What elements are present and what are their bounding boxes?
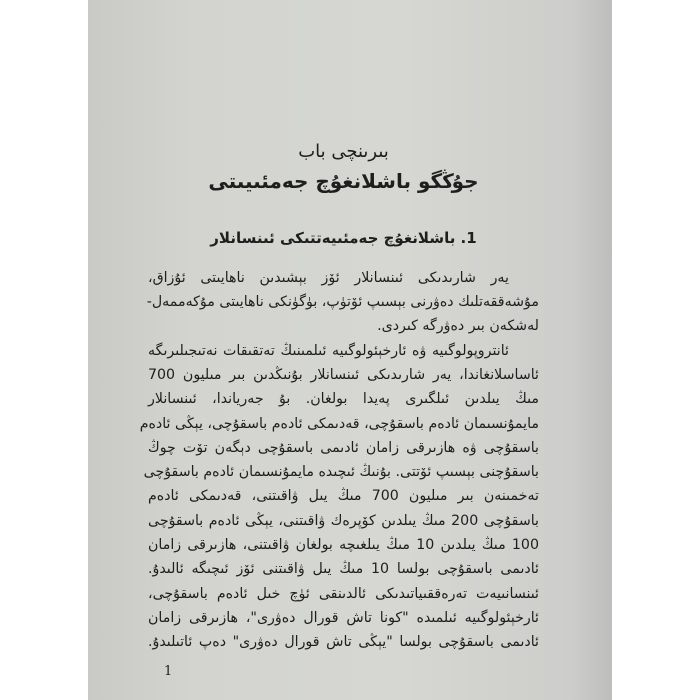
text-line: ئاساسلانغاندا، يەر شارىدىكى ئىنسانلار بۇنىڭدىن بىر مىليون 700: [148, 367, 539, 383]
text-line: لەشكەن بىر دەۋرگە كىردى.: [377, 318, 539, 334]
text-line: ئادىمى باسقۇچى بولسا "يېڭى تاش قورال دەۋرى" دەپ ئاتىلىدۇ.: [148, 634, 539, 650]
text-line: ئانتروپولوگىيە ۋە ئارخېئولوگىيە ئىلمىنىڭ تەتقىقات نەتىجىلىرىگە: [148, 343, 509, 359]
chapter-label: بىرىنچى باب: [298, 141, 389, 162]
text-line: باسقۇچنى بېسىپ ئۆتتى. بۇنىڭ ئىچىدە مايمۇنسىمان ئادەم باسقۇچى: [143, 464, 539, 480]
text-line: 100 مىڭ يىلدىن 10 مىڭ يىلغىچە بولغان ۋاقىتنى، ھازىرقى زامان: [148, 537, 539, 553]
text-line: تەخمىنەن بىر مىليون 700 مىڭ يىل ۋاقىتنى، قەدىمكى ئادەم: [148, 488, 539, 504]
text-line: مۇشەققەتلىك دەۋرنى بېسىپ ئۆتۈپ، بۈگۈنكى ناھايىتى مۇكەممەل-: [146, 294, 539, 310]
section-title: 1. باشلانغۇچ جەمئىيەتتىكى ئىنسانلار: [210, 229, 477, 247]
text-line: باسقۇچى ۋە ھازىرقى زامان ئادىمى باسقۇچى دېگەن تۆت چوڭ: [148, 440, 539, 456]
text-line: ئادىمى باسقۇچى بولسا 10 مىڭ يىل ۋاقىتنى ئۆز ئىچىگە ئالىدۇ.: [148, 561, 539, 577]
page-number: 1: [164, 664, 173, 679]
text-line: ئىنسانىيەت تەرەققىياتىدىكى ئالدىنقى ئۈچ خىل ئادەم باسقۇچى،: [148, 586, 539, 602]
text-line: باسقۇچى 200 مىڭ يىلدىن كۆپرەك ۋاقىتنى، يېڭى ئادەم باسقۇچى: [148, 513, 539, 529]
text-line: مايمۇنسىمان ئادەم باسقۇچى، قەدىمكى ئادەم باسقۇچى، يېڭى ئادەم: [139, 416, 539, 432]
chapter-title: جۇڭگو باشلانغۇچ جەمئىيىتى: [208, 169, 479, 193]
text-line: مىڭ يىلدىن ئىلگىرى پەيدا بولغان. بۇ جەرياندا، ئىنسانلار: [148, 391, 539, 407]
text-line: يەر شارىدىكى ئىنسانلار ئۆز بېشىدىن ناھايىتى ئۇزاق،: [148, 270, 509, 286]
text-line: ئارخېئولوگىيە ئىلمىدە "كونا تاش قورال دەۋرى"، ھازىرقى زامان: [148, 610, 539, 626]
